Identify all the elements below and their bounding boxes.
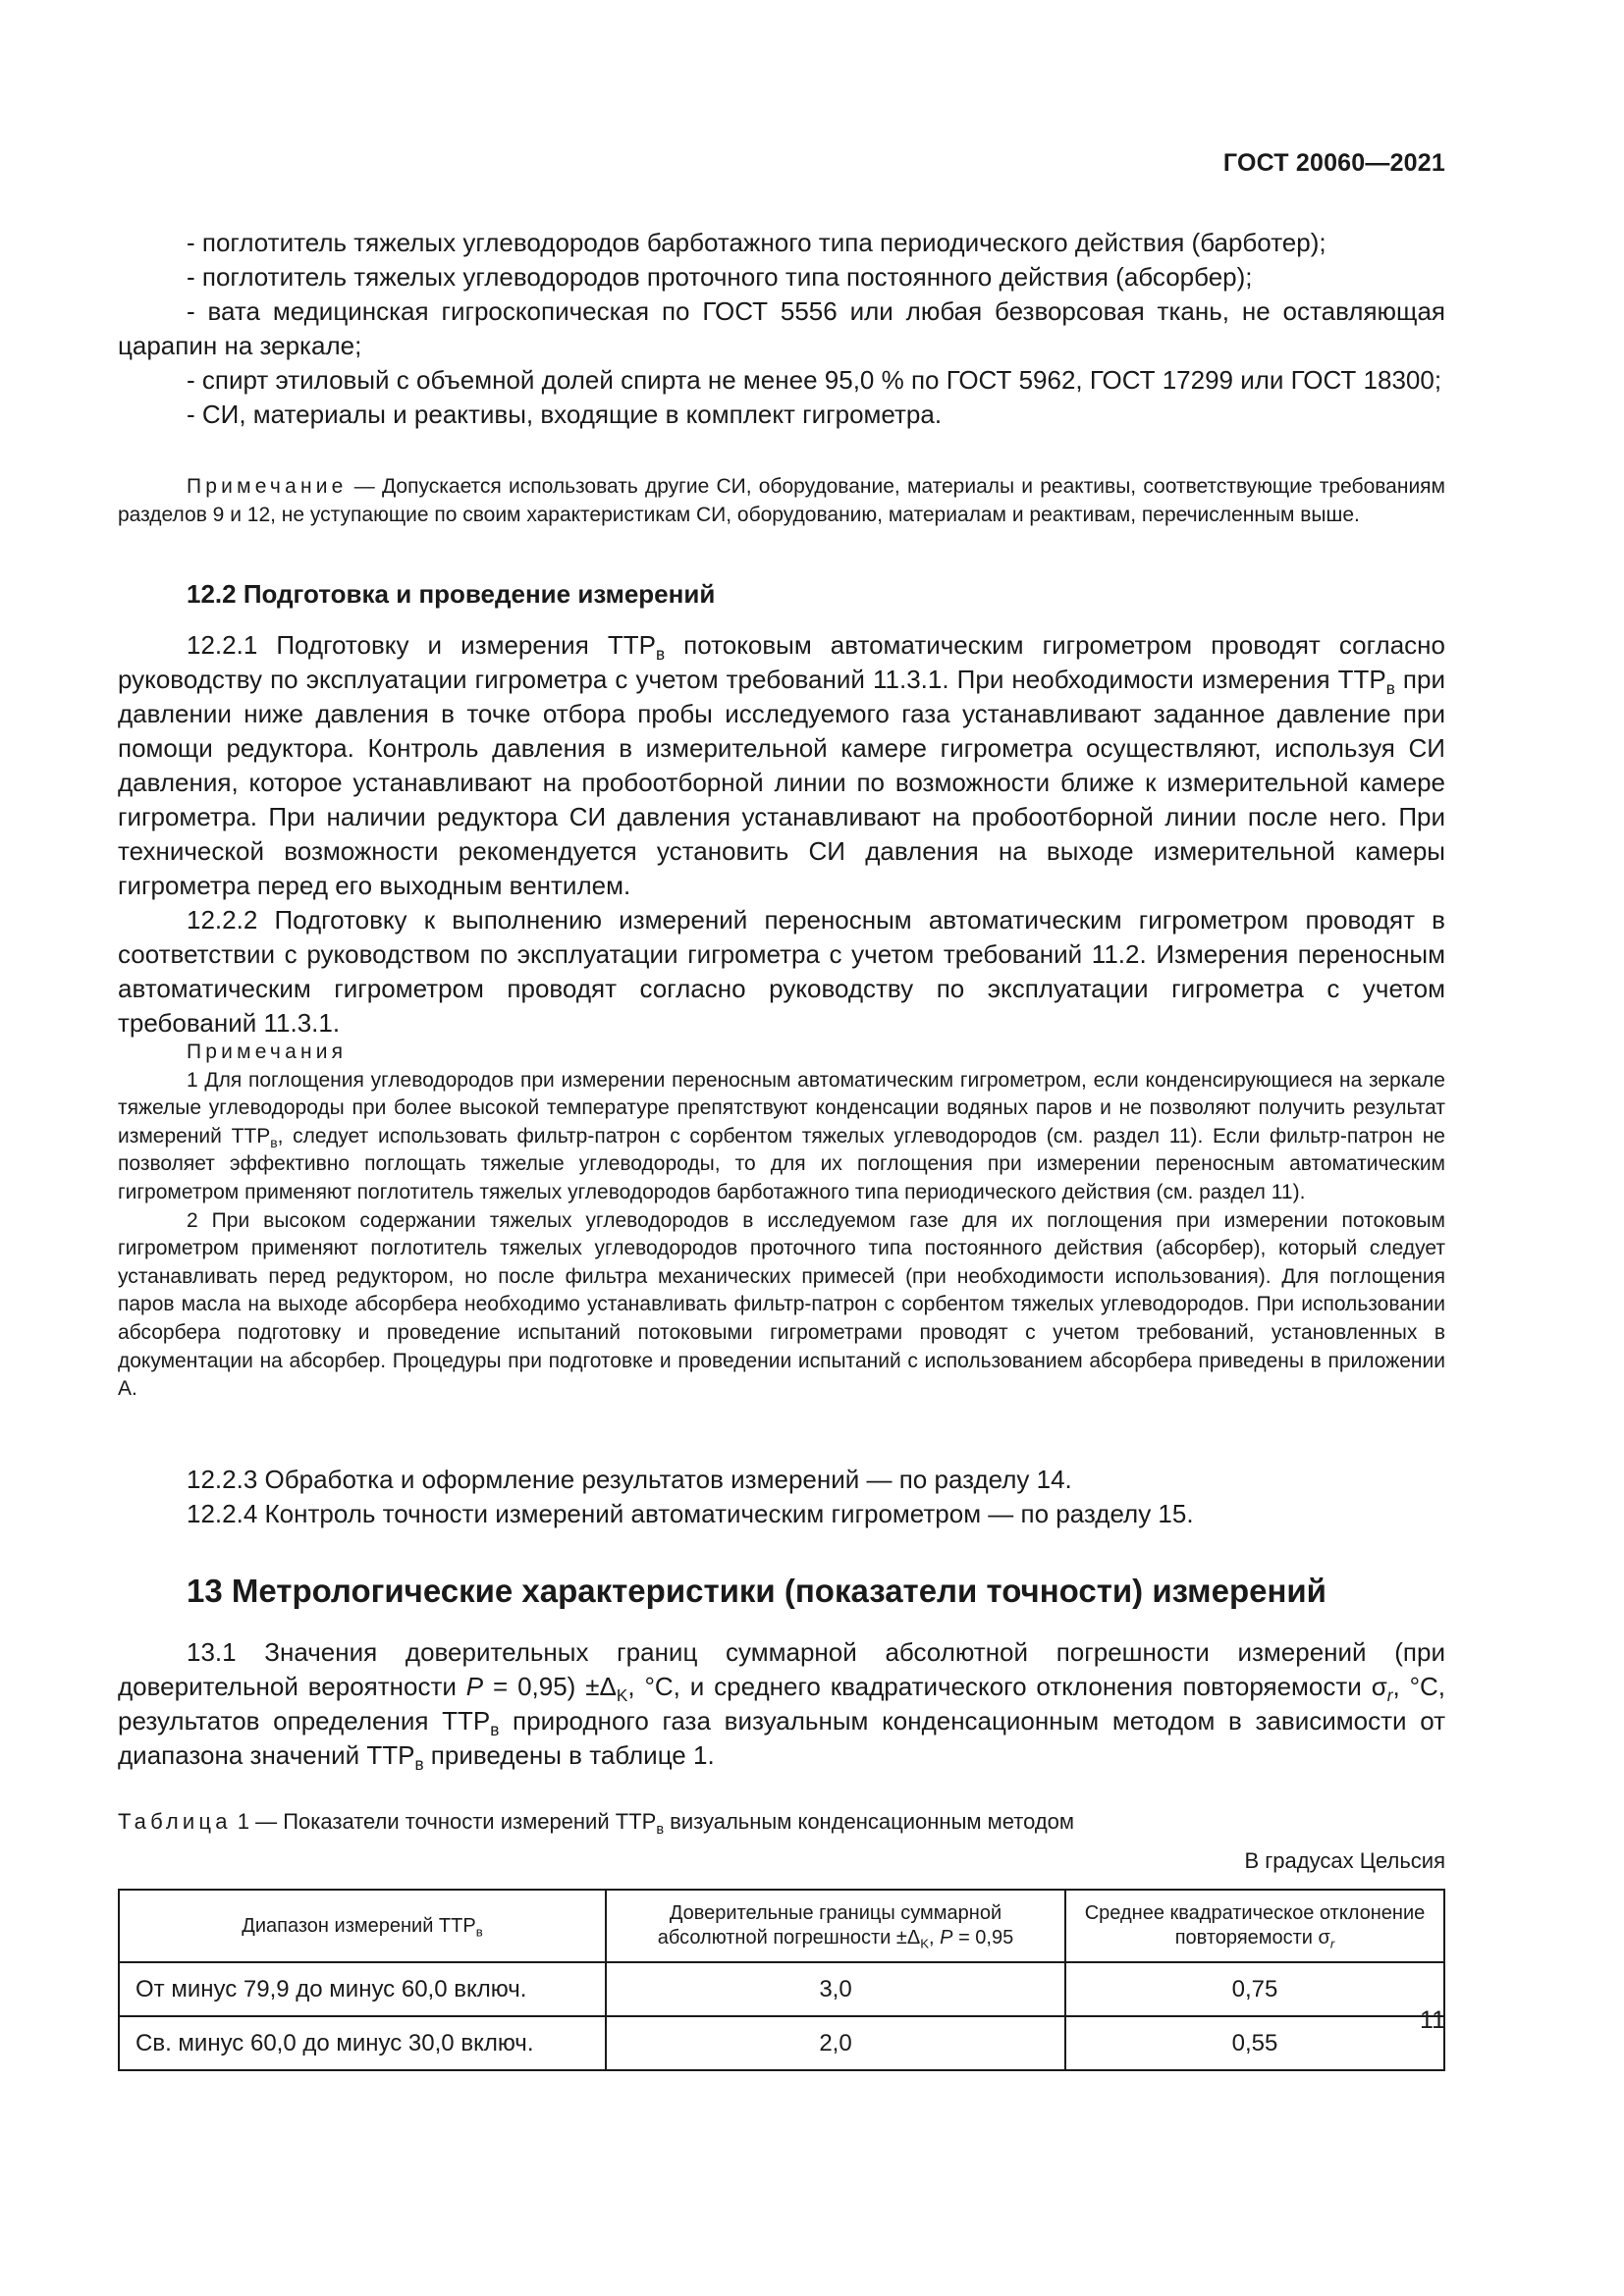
note-item: 1 Для поглощения углеводородов при измерении переносным автоматическим гигрометром, если конденсирующиеся на зеркале тяжелые углеводороды при более высокой температуре препятствуют конденсации водяных паров и не позволяют получить результат измерений $ТТР_в$, следует использовать фильтр-патрон с сорбентом тяжелых углеводородов (см. раздел 11). Если фильтр-патрон не позволяет эффективно поглощать тяжелые углеводороды, то для их поглощения при измерении переносным автоматическим гигрометром применяют поглотитель тяжелых углеводородов барботажного типа периодического действия (см. раздел 11).: [118, 1068, 1445, 1203]
page-number: 11: [1420, 2006, 1445, 2034]
table-row: [119, 2016, 1444, 2070]
materials-list: [118, 226, 1445, 432]
note-label: Примечание: [187, 475, 348, 498]
document-code-header: ГОСТ 20060—2021: [1222, 149, 1445, 177]
table-cell: Св. минус 60,0 до минус 30,0 включ.: [119, 2016, 606, 2070]
paragraph-12-2-3: 12.2.3 Обработка и оформление результатов измерений — по разделу 14.: [187, 1465, 1072, 1494]
table-row: [119, 1962, 1444, 2016]
paragraph-12-2-4: 12.2.4 Контроль точности измерений автоматическим гигрометром — по разделу 15.: [187, 1499, 1194, 1528]
paragraph-12-2-2: 12.2.2 Подготовку к выполнению измерений переносным автоматическим гигрометром проводят в соответствии с руководством по эксплуатации гигрометра с учетом требований 11.2. Измерения переносным автоматическим гигрометром проводят согласно руководству по эксплуатации гигрометра с учетом требований 11.3.1.: [118, 905, 1445, 1038]
column-header: Доверительные границы суммарной абсолютной погрешности $\pm\Delta_K$, P = 0,95: [606, 1890, 1065, 1962]
table-1: [118, 1889, 1445, 2071]
note-text: — Допускается использовать другие СИ, оборудование, материалы и реактивы, соответствующие требованиям разделов 9 и 12, не уступающие по своим характеристикам СИ, оборудованию, материалам и реактивам, перечисленным выше.: [118, 475, 1445, 526]
section-12-2-tail: [118, 1463, 1445, 1531]
table-header-row: [119, 1890, 1444, 1962]
table-cell: 2,0: [606, 2016, 1065, 2070]
note-item: 2 При высоком содержании тяжелых углеводородов в исследуемом газе для их поглощения при измерении потоковым гигрометром применяют поглотитель тяжелых углеводородов проточного типа постоянного действия (абсорбер), который следует устанавливать перед редуктором, но после фильтра механических примесей (при необходимости использования). Для поглощения паров масла на выходе абсорбера необходимо устанавливать фильтр-патрон с сорбентом тяжелых углеводородов. При использовании абсорбера подготовку и проведение испытаний потоковыми гигрометрами проводят с учетом требований, установленных в документации на абсорбер. Процедуры при подготовке и проведении испытаний с использованием абсорбера приведены в приложении А.: [118, 1208, 1445, 1401]
list-item: - СИ, материалы и реактивы, входящие в комплект гигрометра.: [187, 400, 943, 429]
table-cell: 3,0: [606, 1962, 1065, 2016]
column-header: Среднее квадратическое отклонение повторяемости $\sigma_r$: [1065, 1890, 1444, 1962]
notes-label: Примечания: [187, 1041, 348, 1063]
list-item: - поглотитель тяжелых углеводородов проточного типа постоянного действия (абсорбер);: [187, 262, 1253, 292]
section-13: [118, 1572, 1445, 1611]
note-block: [118, 473, 1445, 529]
table-cell: 0,55: [1065, 2016, 1444, 2070]
paragraph-12-2-1: 12.2.1 Подготовку и измерения $ТТР_в$ потоковым автоматическим гигрометром проводят согласно руководству по эксплуатации гигрометра с учетом требований 11.3.1. При необходимости измерения $ТТР_в$ при давлении ниже давления в точке отбора пробы исследуемого газа устанавливают заданное давление при помощи редуктора. Контроль давления в измерительной камере гигрометра осуществляют, используя СИ давления, которое устанавливают на пробоотборной линии по возможности ближе к измерительной камере гигрометра. При наличии редуктора СИ давления устанавливают на пробоотборной линии после него. При технической возможности рекомендуется установить СИ давления на выходе измерительной камеры гигрометра перед его выходным вентилем.: [118, 630, 1446, 900]
notes-block: [118, 1039, 1445, 1404]
column-header: Диапазон измерений $ТТР_в$: [119, 1890, 606, 1962]
section-12-2-body: [118, 628, 1445, 1041]
table-caption: Таблица 1 — Показатели точности измерений $ТТР_в$ визуальным конденсационным методом: [118, 1809, 1075, 1839]
table-cell: От минус 79,9 до минус 60,0 включ.: [119, 1962, 606, 2016]
list-item: - поглотитель тяжелых углеводородов барботажного типа периодического действия (барботер);: [187, 228, 1326, 257]
table-cell: 0,75: [1065, 1962, 1444, 2016]
section-heading: 13 Метрологические характеристики (показатели точности) измерений: [187, 1573, 1326, 1609]
section-12-2: [118, 577, 1445, 612]
list-item: - вата медицинская гигроскопическая по ГОСТ 5556 или любая безворсовая ткань, не оставляющая царапин на зеркале;: [118, 296, 1445, 360]
section-heading: 12.2 Подготовка и проведение измерений: [187, 579, 716, 609]
paragraph-13-1: 13.1 Значения доверительных границ суммарной абсолютной погрешности измерений (при доверительной вероятности $P = 0,95) \pm\Delta_K$, °С, и среднего квадратического отклонения повторяемости $\sigma_r$, °С, результатов определения $ТТР_в$ природного газа визуальным конденсационным методом в зависимости от диапазона значений $ТТР_в$ приведены в таблице 1.: [118, 1637, 1445, 1774]
table-units: В градусах Цельсия: [1244, 1848, 1445, 1873]
list-item: - спирт этиловый с объемной долей спирта не менее 95,0 % по ГОСТ 5962, ГОСТ 17299 или ГОСТ 18300;: [187, 365, 1442, 395]
